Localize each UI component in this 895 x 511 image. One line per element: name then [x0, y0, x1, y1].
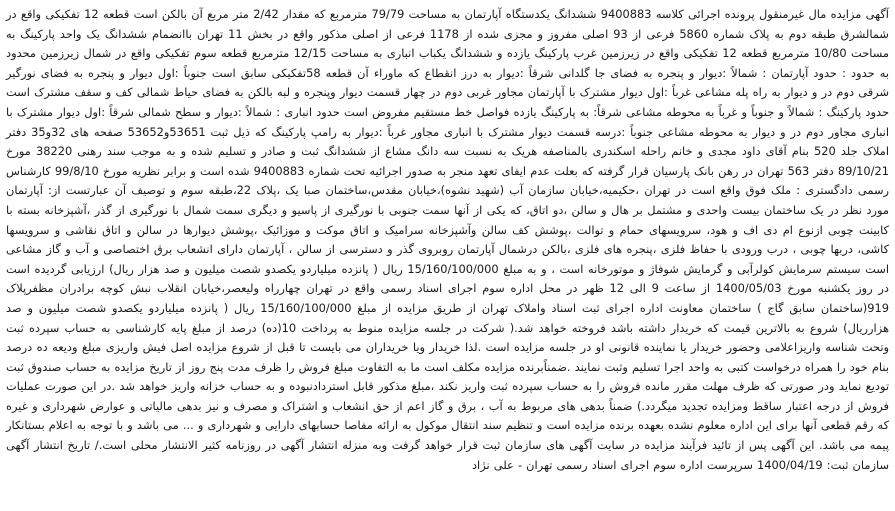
auction-notice-body: آگهی مزایده مال غیرمنقول پرونده اجرائی کلاسه 9400883 ششدانگ یکدستگاه آپارتمان به مساحت 79/79 مترمربع که مقدار 2/42 متر مربع آن بالکن است قطعه 12 تفکیکی واقع در شمالشرق طبقه دوم به پلاک شماره 5860 فرعی از 93 اصلی مفروز و مجزی شده از 1178 فرعی از اصلی مذکور واقع در بخش 11 تهران باانضمام ششدانگ یک واحد پارکینگ به مساحت 10/80 مترمربع قطعه 12 تفکیکی واقع در زیرزمین غرب پارکینگ یازده و ششدانگ یکباب انباری به مساحت 12/15 مترمربع قطعه سوم تفکیکی واقع در شمال زیرزمین محدود به حدود : حدود آپارتمان : شمالاً :دیوار و پنجره به فضای جا گلدانی شرقاً :دیوار به درز انقطاع که ماوراء آن قطعه 58تفکیکی سابق است جنوباً :اول دیوار و پنجره به فضای نورگیر شرقی دوم در و دیوار به راه پله مشاعی غرباً :اول دیوار مشترک با آپارتمان مجاور غربی دوم در چهار قسمت دیوار وپنجره و لبه بالکن به فضای حیاط شمالی کف و سقف مشترک است حدود پارکینگ : شمالاً و جنوباً و غرباً به محوطه مشاعی شرقاً: به پارکینگ یازده فواصل خط مستقیم مفروض است حدود انباری : شمالاً :دیوار و سطح شمالی شرقاً :اول دیوار مشترک با انباری مجاور دوم در و دیوار به محوطه مشاعی جنوباً :درسه قسمت دیوار مشترک با انباری مجاور غرباً :دیوار به رامپ پارکینگ که ذیل ثبت 53651و53652 صفحه های 32و35 دفتر املاک جلد 520 بنام آقای داود مجدی و خانم راحله اسکندری بالمناصفه هریک به نسبت سه دانگ مشاع از ششدانگ ثبت و صادر و تسلیم شده و به موجب سند رهنی 38220 مورخ 89/10/21 دفتر 563 تهران در رهن بانک پارسیان قرار گرفته که بعلت عدم ایفای تعهد منجر به صدور اجرائیه تحت شماره 9400883 شده است و برابر نظریه مورخ 99/8/10 کارشناس رسمی دادگستری : ملک فوق واقع است در تهران ،حکیمیه،خیابان سازمان آب (شهید نشوه)،خیابان مقدس،ساختمان صبا یک ،پلاک 22،طبقه سوم و توصیف آن عبارتست از: آپارتمان مورد نظر در یک ساختمان بیست واحدی و مشتمل بر هال و سالن ،دو اتاق، که یکی از آنها سمت جنوبی با نورگیری از پاسیو و دیگری سمت شمال با نورگیری از گذر ،آشپزخانه بسته با کابینت چوبی ازنوع ام دی اف و هود، سرویسهای حمام و توالت ،پوشش کف سالن وآشپزخانه سرامیک و اتاق موکت و موزائیک ،پوشش دیوارها در سالن و اتاق نقاشی و سرویسها کاشی، دربها چوبی ، درب ورودی با حفاظ فلزی ،پنجره های فلزی ،بالکن درشمال آپارتمان روبروی گذر و دسترسی از سالن ، آپارتمان دارای انشعاب برق اختصاصی و آب و گاز مشاعی است سیستم سرمایش کولرآبی و گرمایش شوفاژ و موتورخانه است ، و به مبلغ 15/160/100/000 ریال ( پانزده میلیاردو یکصدو شصت میلیون و صد هزار ریال) ارزیابی گردیده است در روز یکشنبه مورخ 1400/05/03 از ساعت 9 الی 12 ظهر در محل اداره سوم اجرای اسناد رسمی واقع در تهران چهارراه ولیعصر،خیابان انقلاب نبش کوچه برادران مظفرپلاک 919(ساختمان سابق گاج ) ساختمان معاونت اداره اجرای ثبت اسناد واملاک تهران از طریق مزایده از مبلغ 15/160/100/000 ریال ( پانزده میلیاردو یکصدو شصت میلیون و صد هزارریال) شروع به بالاترین قیمت که خریدار داشته باشد فروخته خواهد شد.( شرکت در جلسه مزایده منوط به پرداخت 10(ده) درصد از مبلغ پایه کارشناسی به حساب سپرده ثبت وتحت شناسه واریزاعلامی وحضور خریدار یا نماینده قانونی او در جلسه مزایده است .لذا خریدار ویا خریداران می بایست تا قبل از شروع مزایده اصل فیش واریزی مبلغ ودیعه ده درصد بنام خود را همراه درخواست کتبی به واحد اجرا تسلیم وثبت نمایند .ضمناًبرنده مزایده مکلف است ما به التفاوت مبلغ فروش را ظرف مدت پنج روز از تاریخ مزایده به حساب صندوق ثبت تودیع نماید ودر صورتی که ظرف مهلت مقرر مانده فروش را به حساب سپرده ثبت واریز نکند ،مبلغ مذکور قابل استردادنبوده و به حساب خزانه واریز خواهد شد .در این صورت عملیات فروش از درجه اعتبار ساقط ومزایده تجدید میگردد.) ضمناً بدهی های مربوط به آب ، برق و گاز اعم از حق انشعاب و اشتراک و مصرف و نیز بدهی مالیاتی و عوارض شهرداری و غیره که رقم قطعی آنها برای این اداره معلوم نشده بعهده برنده مزایده است و تنظیم سند انتقال موکول به ارائه مفاصا حسابهای دارایی و شهرداری و ... می باشد و با توجه به اعلام بستانکار پیمه می باشد. این آگهی پس از تائید فرآیند مزایده در سایت آگهی های سازمان ثبت قرار خواهد گرفت وبه منزله انتشار آگهی در روزنامه کثیر الانتشار محلی است./ تاریخ انتشار آگهی سازمان ثبت: 1400/04/19 سرپرست اداره سوم اجرای اسناد رسمی تهران - علی نژاد: [6, 7, 889, 472]
